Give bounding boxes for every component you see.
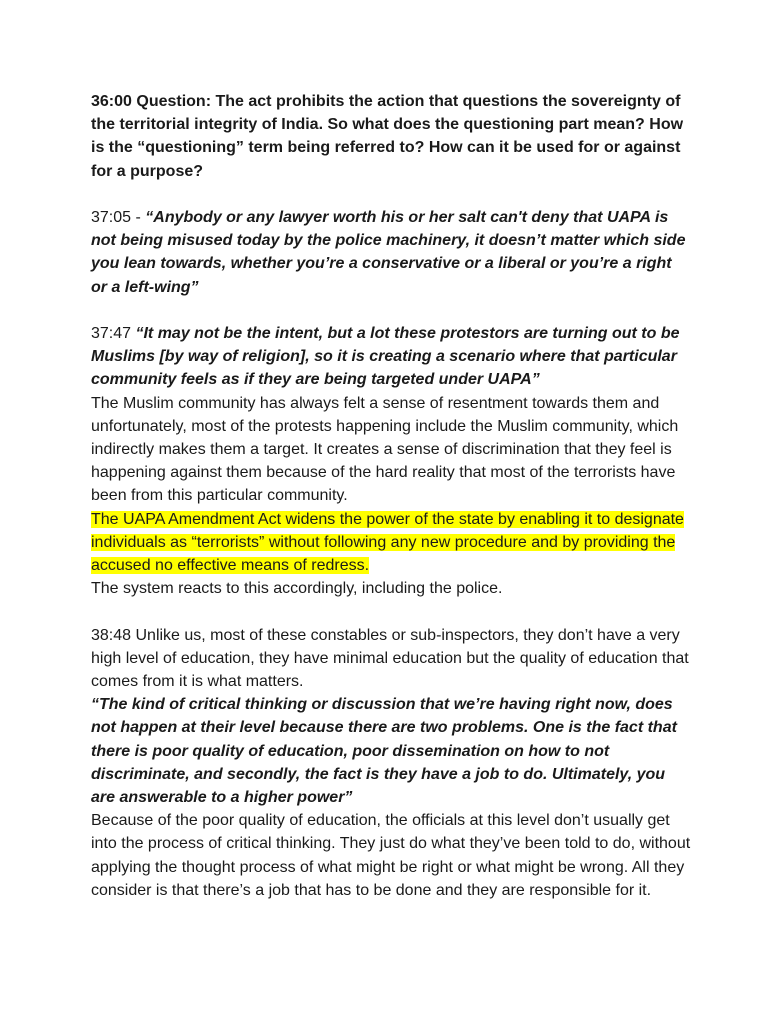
entry-3705 (91, 206, 691, 299)
highlighted-text: The UAPA Amendment Act widens the power of the state by enabling it to designate individuals as “terrorists” without following any new procedure and by providing the accused no effective means of redress. (91, 510, 684, 575)
timestamp-3747: 37:47 (91, 325, 136, 342)
timestamp-3705: 37:05 - (91, 209, 146, 226)
quote-3747: “It may not be the intent, but a lot these protestors are turning out to be Muslims [by way of religion], so it is creating a scenario where that particular community feels as if they are being targeted under UAPA” (91, 325, 680, 389)
quote-3848: “The kind of critical thinking or discussion that we’re having right now, does not happen at their level because there are two problems. One is the fact that there is poor quality of education, poor dissemination on how to not discriminate, and secondly, the fact is they have a job to do. Ultimately, you are answerable to a higher power” (91, 696, 677, 807)
paragraph-gap (91, 183, 691, 206)
document-page (91, 90, 691, 902)
after-3747: The system reacts to this accordingly, including the police. (91, 580, 503, 598)
question-paragraph: 36:00 Question: The act prohibits the action that questions the sovereignty of the territorial integrity of India. So what does the questioning part mean? How is the “questioning” term being referred to? How can it be used for or against for a purpose? (91, 93, 684, 180)
paragraph-gap (91, 600, 691, 623)
intro-3848: 38:48 Unlike us, most of these constables or sub-inspectors, they don’t have a very high level of education, they have minimal education but the quality of education that comes from it is what matters. (91, 626, 689, 691)
entry-3747 (91, 322, 691, 392)
quote-3705: “Anybody or any lawyer worth his or her salt can't deny that UAPA is not being misused today by the police machinery, it doesn’t matter which side you lean towards, whether you’re a conservative or a liberal or you’re a right or a left-wing” (91, 209, 686, 296)
body-3848: Because of the poor quality of education, the officials at this level don’t usually get into the process of critical thinking. They just do what they’ve been told to do, without applying the thought process of what might be right or what might be wrong. All they consider is that there’s a job that has to be done and they are responsible for it. (91, 812, 691, 899)
highlight-paragraph (91, 508, 691, 578)
paragraph-gap (91, 299, 691, 322)
body-3747: The Muslim community has always felt a sense of resentment towards them and unfortunately, most of the protests happening include the Muslim community, which indirectly makes them a target. It creates a sense of discrimination that they feel is happening against them because of the hard reality that most of the terrorists have been from this particular community. (91, 394, 679, 505)
